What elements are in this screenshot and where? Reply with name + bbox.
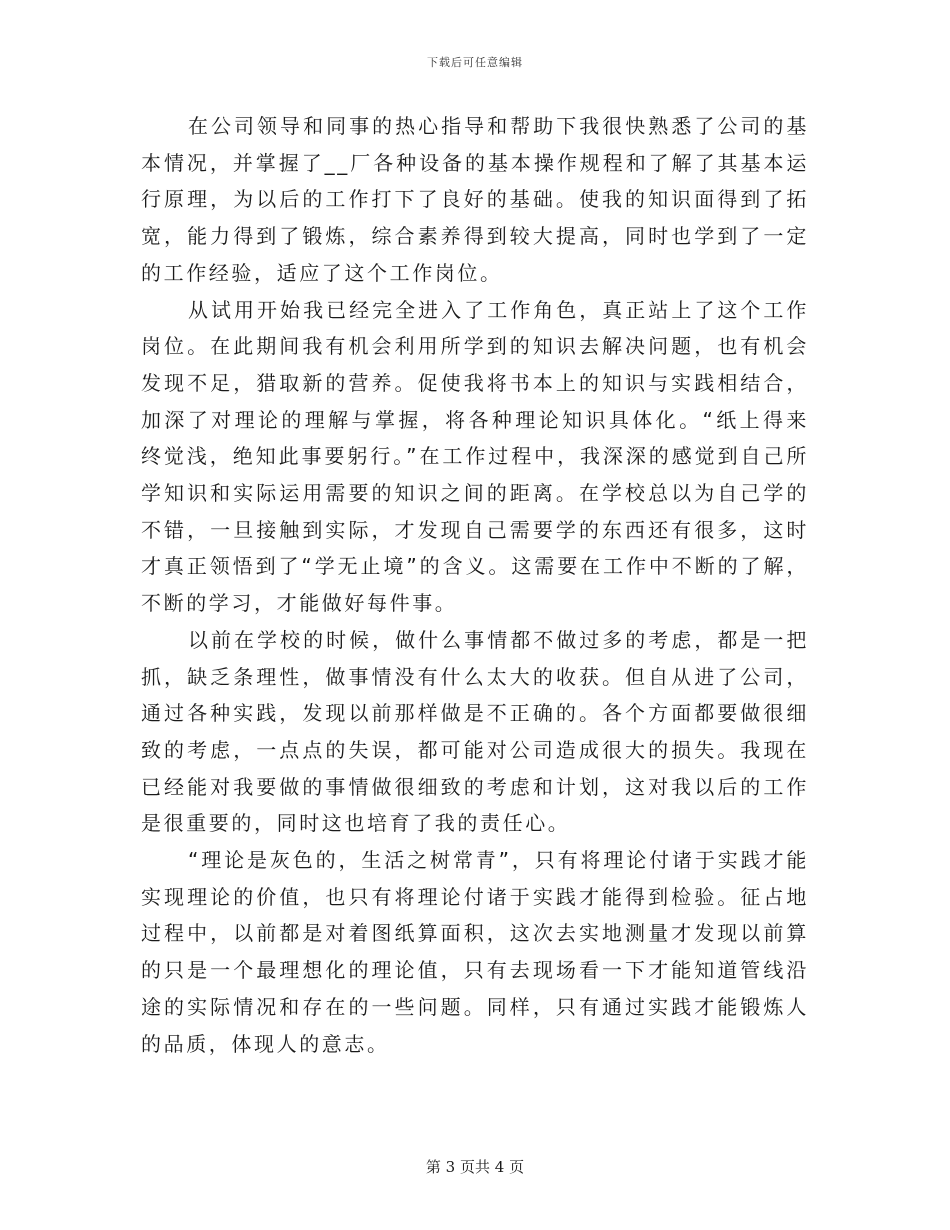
paragraph-2: 从试用开始我已经完全进入了工作角色，真正站上了这个工作岗位。在此期间我有机会利用所学到的知识去解决问题，也有机会发现不足，猎取新的营养。促使我将书本上的知识与实践相结合，加深了对理论的理解与掌握，将各种理论知识具体化。“纸上得来终觉浅，绝知此事要躬行。”在工作过程中，我深深的感觉到自己所学知识和实际运用需要的知识之间的距离。在学校总以为自己学的不错，一旦接触到实际，才发现自己需要学的东西还有很多，这时才真正领悟到了“学无止境”的含义。这需要在工作中不断的了解，不断的学习，才能做好每件事。 (141, 297, 809, 616)
paragraph-3: 以前在学校的时候，做什么事情都不做过多的考虑，都是一把抓，缺乏条理性，做事情没有什么太大的收获。但自从进了公司，通过各种实践，发现以前那样做是不正确的。各个方面都要做很细致的考虑，一点点的失误，都可能对公司造成很大的损失。我现在已经能对我要做的事情做很细致的考虑和计划，这对我以后的工作是很重要的，同时这也培育了我的责任心。 (141, 627, 809, 836)
page-number: 第 3 页共 4 页 (425, 1158, 525, 1176)
paragraph-1: 在公司领导和同事的热心指导和帮助下我很快熟悉了公司的基本情况，并掌握了__厂各种设备的基本操作规程和了解了其基本运行原理，为以后的工作打下了良好的基础。使我的知识面得到了拓宽，能力得到了锻炼，综合素养得到较大提高，同时也学到了一定的工作经验，适应了这个工作岗位。 (141, 114, 809, 285)
document-body (141, 108, 809, 1062)
paragraph-4: “理论是灰色的，生活之树常青”，只有将理论付诸于实践才能实现理论的价值，也只有将理论付诸于实践才能得到检验。征占地过程中，以前都是对着图纸算面积，这次去实地测量才发现以前算的只是一个最理想化的理论值，只有去现场看一下才能知道管线沿途的实际情况和存在的一些问题。同样，只有通过实践才能锻炼人的品质，体现人的意志。 (141, 848, 809, 1056)
page-header: 下载后可任意编辑 (427, 56, 523, 69)
